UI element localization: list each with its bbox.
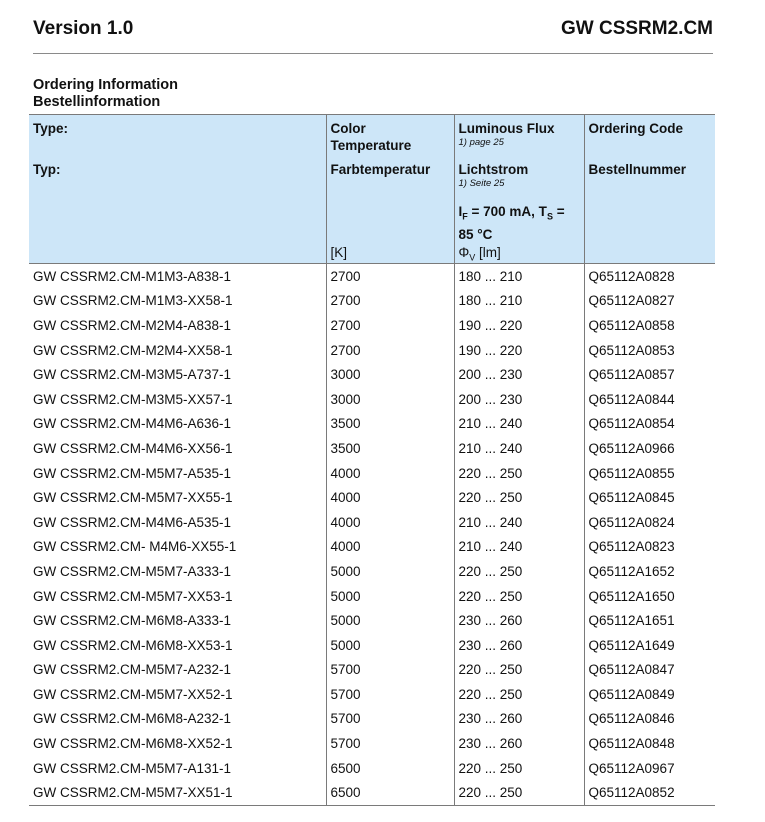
cell-ordering-code: Q65112A0966 <box>584 436 715 461</box>
header-type-de: Typ: <box>33 162 61 177</box>
ordering-table <box>29 114 715 806</box>
cell-luminous-flux: 210 ... 240 <box>454 510 584 535</box>
table-row <box>29 559 715 584</box>
table-row <box>29 780 715 805</box>
cell-luminous-flux: 220 ... 250 <box>454 658 584 683</box>
cell-ordering-code: Q65112A0858 <box>584 313 715 338</box>
table-row <box>29 584 715 609</box>
cell-color-temp: 3000 <box>326 387 454 412</box>
cell-ordering-code: Q65112A0844 <box>584 387 715 412</box>
table-header <box>29 115 715 264</box>
table-row <box>29 535 715 560</box>
cell-color-temp: 3500 <box>326 436 454 461</box>
cell-type: GW CSSRM2.CM-M1M3-A838-1 <box>33 268 232 284</box>
header-flux-de: Lichtstrom <box>458 162 529 177</box>
header-color-de: Farbtemperatur <box>330 162 431 177</box>
cell-type: GW CSSRM2.CM-M5M7-A131-1 <box>33 760 232 776</box>
table-row <box>29 608 715 633</box>
cell-ordering-code: Q65112A0823 <box>584 535 715 560</box>
cell-ordering-code: Q65112A0827 <box>584 289 715 314</box>
cell-type: GW CSSRM2.CM-M5M7-A232-1 <box>33 662 232 678</box>
table-row <box>29 461 715 486</box>
cell-ordering-code: Q65112A1651 <box>584 608 715 633</box>
cell-type: GW CSSRM2.CM-M6M8-A333-1 <box>33 613 232 629</box>
cell-ordering-code: Q65112A0846 <box>584 707 715 732</box>
table-body <box>29 264 715 806</box>
cell-color-temp: 2700 <box>326 313 454 338</box>
cell-color-temp: 4000 <box>326 535 454 560</box>
cell-color-temp: 4000 <box>326 461 454 486</box>
cell-luminous-flux: 220 ... 250 <box>454 780 584 805</box>
header-flux-de-block <box>459 161 580 189</box>
table-row <box>29 485 715 510</box>
table-row <box>29 313 715 338</box>
header-flux-unit: $\Phi_V$ [lm] <box>458 245 501 263</box>
cell-color-temp: 3000 <box>326 362 454 387</box>
cell-luminous-flux: 230 ... 260 <box>454 731 584 756</box>
cell-luminous-flux: 190 ... 220 <box>454 313 584 338</box>
cell-luminous-flux: 220 ... 250 <box>454 756 584 781</box>
header-flux-en-note: 1) page 25 <box>458 137 504 148</box>
cell-luminous-flux: 220 ... 250 <box>454 682 584 707</box>
header-color-temperature <box>326 115 454 264</box>
table-row <box>29 362 715 387</box>
cell-type: GW CSSRM2.CM-M5M7-XX55-1 <box>33 490 233 506</box>
cell-color-temp: 6500 <box>326 756 454 781</box>
cell-type: GW CSSRM2.CM-M5M7-XX51-1 <box>29 780 326 805</box>
cell-ordering-code: Q65112A0845 <box>584 485 715 510</box>
cell-ordering-code: Q65112A1652 <box>584 559 715 584</box>
table-row <box>29 338 715 363</box>
cell-ordering-code: Q65112A0824 <box>584 510 715 535</box>
cell-type: GW CSSRM2.CM-M3M5-A737-1 <box>33 367 232 383</box>
cell-color-temp: 5700 <box>326 731 454 756</box>
table-row <box>29 682 715 707</box>
cell-ordering-code: Q65112A0854 <box>584 412 715 437</box>
cell-ordering-code: Q65112A0852 <box>584 780 715 805</box>
header-color-unit: [K] <box>330 245 348 260</box>
cell-type: GW CSSRM2.CM-M4M6-XX56-1 <box>33 440 233 456</box>
header-ordering-code <box>584 115 715 264</box>
table-row <box>29 264 715 289</box>
cell-luminous-flux: 190 ... 220 <box>454 338 584 363</box>
table-row <box>29 387 715 412</box>
cell-luminous-flux: 180 ... 210 <box>454 264 584 289</box>
cell-ordering-code: Q65112A0849 <box>584 682 715 707</box>
cell-color-temp: 4000 <box>326 485 454 510</box>
version-label: Version 1.0 <box>33 18 134 39</box>
cell-ordering-code: Q65112A0853 <box>584 338 715 363</box>
table-row <box>29 707 715 732</box>
header-flux-condition: $I_F = 700$ mA, $T_S = 85$ °C <box>458 204 565 242</box>
header-type-en: Type: <box>33 121 69 136</box>
cell-type: GW CSSRM2.CM-M6M8-XX52-1 <box>33 736 233 752</box>
header-code-en: Ordering Code <box>588 121 684 136</box>
cell-type: GW CSSRM2.CM-M6M8-A232-1 <box>33 711 232 727</box>
cell-color-temp: 5000 <box>326 584 454 609</box>
cell-luminous-flux: 230 ... 260 <box>454 633 584 658</box>
cell-color-temp: 2700 <box>326 264 454 289</box>
cell-luminous-flux: 220 ... 250 <box>454 559 584 584</box>
cell-color-temp: 2700 <box>326 289 454 314</box>
cell-luminous-flux: 220 ... 250 <box>454 584 584 609</box>
product-name: GW CSSRM2.CM <box>561 18 713 39</box>
cell-luminous-flux: 230 ... 260 <box>454 707 584 732</box>
header-flux-en-block <box>459 120 580 148</box>
cell-type: GW CSSRM2.CM-M1M3-XX58-1 <box>33 293 233 309</box>
cell-color-temp: 5000 <box>326 633 454 658</box>
table-row <box>29 756 715 781</box>
cell-luminous-flux: 210 ... 240 <box>454 535 584 560</box>
cell-ordering-code: Q65112A0857 <box>584 362 715 387</box>
cell-luminous-flux: 220 ... 250 <box>454 461 584 486</box>
ordering-table-wrap <box>29 114 715 806</box>
section-title <box>33 77 178 111</box>
cell-color-temp: 5000 <box>326 559 454 584</box>
cell-color-temp: 2700 <box>326 338 454 363</box>
header-flux-en: Luminous Flux <box>458 121 555 136</box>
cell-ordering-code: Q65112A0847 <box>584 658 715 683</box>
header-flux-de-note: 1) Seite 25 <box>458 178 505 189</box>
cell-type: GW CSSRM2.CM-M6M8-XX53-1 <box>33 637 233 653</box>
cell-type: GW CSSRM2.CM-M5M7-A535-1 <box>33 465 232 481</box>
cell-type: GW CSSRM2.CM- M4M6-XX55-1 <box>33 539 237 555</box>
table-row <box>29 289 715 314</box>
cell-ordering-code: Q65112A0848 <box>584 731 715 756</box>
section-title-en: Ordering Information <box>33 77 178 93</box>
cell-type: GW CSSRM2.CM-M3M5-XX57-1 <box>33 391 233 407</box>
cell-luminous-flux: 200 ... 230 <box>454 387 584 412</box>
cell-color-temp: 5700 <box>326 682 454 707</box>
cell-ordering-code: Q65112A0828 <box>584 264 715 289</box>
cell-luminous-flux: 180 ... 210 <box>454 289 584 314</box>
cell-ordering-code: Q65112A1649 <box>584 633 715 658</box>
table-row <box>29 658 715 683</box>
table-row <box>29 633 715 658</box>
cell-type: GW CSSRM2.CM-M2M4-A838-1 <box>33 317 232 333</box>
header-divider <box>33 53 713 54</box>
cell-luminous-flux: 230 ... 260 <box>454 608 584 633</box>
cell-luminous-flux: 210 ... 240 <box>454 436 584 461</box>
header-color-en: Color Temperature <box>330 121 412 153</box>
cell-ordering-code: Q65112A1650 <box>584 584 715 609</box>
table-row <box>29 731 715 756</box>
section-title-de: Bestellinformation <box>33 94 161 110</box>
cell-type: GW CSSRM2.CM-M4M6-A636-1 <box>33 416 232 432</box>
header-code-de: Bestellnummer <box>588 162 687 177</box>
cell-color-temp: 3500 <box>326 412 454 437</box>
cell-luminous-flux: 210 ... 240 <box>454 412 584 437</box>
cell-luminous-flux: 220 ... 250 <box>454 485 584 510</box>
cell-color-temp: 5700 <box>326 707 454 732</box>
cell-color-temp: 5000 <box>326 608 454 633</box>
cell-color-temp: 4000 <box>326 510 454 535</box>
cell-color-temp: 6500 <box>326 780 454 805</box>
table-row <box>29 412 715 437</box>
header-type <box>29 115 326 264</box>
header-luminous-flux <box>454 115 584 264</box>
cell-type: GW CSSRM2.CM-M5M7-XX53-1 <box>33 588 233 604</box>
table-row <box>29 510 715 535</box>
table-row <box>29 436 715 461</box>
cell-luminous-flux: 200 ... 230 <box>454 362 584 387</box>
cell-color-temp: 5700 <box>326 658 454 683</box>
cell-type: GW CSSRM2.CM-M5M7-A333-1 <box>33 563 232 579</box>
cell-type: GW CSSRM2.CM-M4M6-A535-1 <box>33 514 232 530</box>
cell-type: GW CSSRM2.CM-M5M7-XX52-1 <box>33 686 233 702</box>
cell-ordering-code: Q65112A0967 <box>584 756 715 781</box>
cell-type: GW CSSRM2.CM-M2M4-XX58-1 <box>33 342 233 358</box>
cell-ordering-code: Q65112A0855 <box>584 461 715 486</box>
